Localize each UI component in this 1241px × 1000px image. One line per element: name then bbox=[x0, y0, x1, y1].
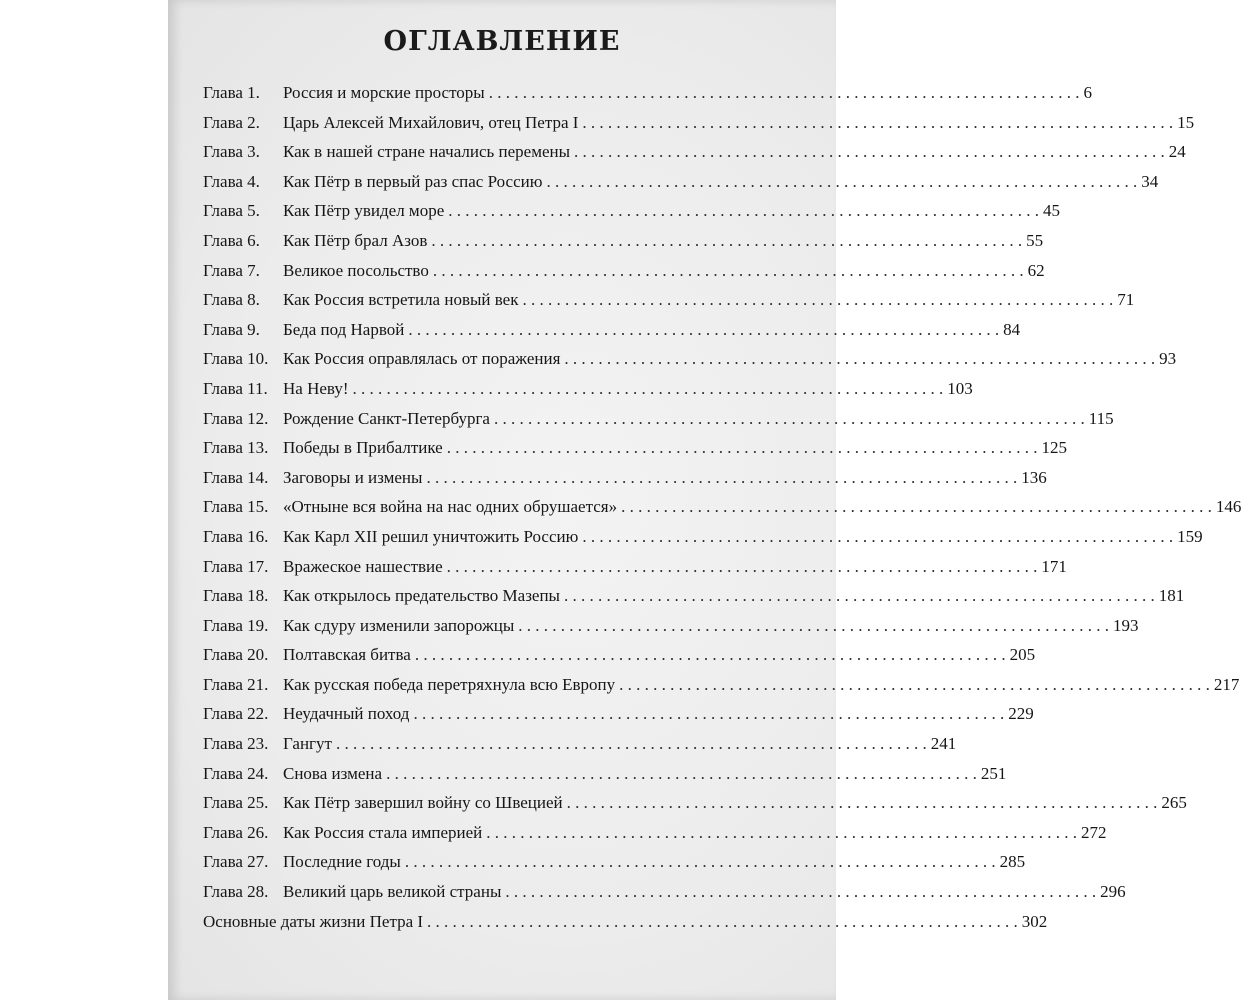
chapter-title: Вражеское нашествие bbox=[283, 556, 443, 576]
toc-entry bbox=[203, 467, 1047, 498]
chapter-title: Неудачный поход bbox=[283, 704, 410, 724]
page-number: 272 bbox=[1081, 822, 1107, 842]
dot-leader bbox=[409, 704, 1008, 724]
chapter-number: Глава 26. bbox=[203, 822, 269, 842]
dot-leader bbox=[617, 497, 1216, 517]
toc-entry bbox=[203, 112, 1195, 143]
page-number: 84 bbox=[1003, 319, 1021, 339]
toc-entry bbox=[203, 586, 1185, 616]
toc-entry bbox=[203, 763, 1007, 794]
page-number: 103 bbox=[947, 378, 973, 398]
toc-entry bbox=[203, 882, 1126, 912]
toc-entry bbox=[203, 378, 973, 409]
chapter-number: Глава 27. bbox=[203, 852, 269, 872]
chapter-title: Великий царь великой страны bbox=[283, 882, 502, 902]
page-number: 15 bbox=[1177, 112, 1195, 132]
chapter-number: Глава 4. bbox=[203, 171, 260, 191]
dot-leader bbox=[578, 527, 1177, 547]
chapter-number: Глава 24. bbox=[203, 763, 269, 783]
chapter-number: Глава 5. bbox=[203, 201, 260, 221]
chapter-number: Глава 22. bbox=[203, 704, 269, 724]
dot-leader bbox=[482, 823, 1081, 843]
chapter-title: Рождение Санкт-Петербурга bbox=[283, 408, 490, 428]
dot-leader bbox=[563, 793, 1162, 813]
toc-entry bbox=[203, 526, 1203, 557]
toc-entry bbox=[203, 734, 957, 764]
toc-appendix-entry bbox=[203, 911, 1048, 942]
toc-entry bbox=[203, 793, 1187, 823]
chapter-number: Глава 9. bbox=[203, 319, 260, 339]
page-number: 302 bbox=[1021, 911, 1048, 931]
page-number: 115 bbox=[1088, 408, 1114, 428]
toc-entry bbox=[203, 171, 1159, 202]
toc-entry bbox=[203, 438, 1067, 468]
chapter-title: Победы в Прибалтике bbox=[283, 438, 443, 458]
chapter-number: Глава 28. bbox=[203, 882, 269, 902]
chapter-title: Как Пётр завершил войну со Швецией bbox=[283, 793, 563, 813]
toc-entry bbox=[203, 83, 1092, 113]
chapter-number: Глава 19. bbox=[203, 615, 269, 635]
chapter-title: Как русская победа перетряхнула всю Европу bbox=[283, 674, 616, 694]
dot-leader bbox=[615, 675, 1214, 695]
chapter-number: Глава 18. bbox=[203, 586, 269, 606]
dot-leader bbox=[427, 231, 1026, 251]
dot-leader bbox=[514, 616, 1113, 636]
chapter-number: Глава 25. bbox=[203, 793, 269, 813]
dot-leader bbox=[570, 142, 1169, 162]
dot-leader bbox=[401, 852, 1000, 872]
page-number: 136 bbox=[1021, 467, 1047, 487]
page-number: 93 bbox=[1159, 349, 1177, 369]
chapter-number: Глава 23. bbox=[203, 734, 269, 754]
page-number: 146 bbox=[1215, 497, 1241, 517]
chapter-title: На Неву! bbox=[283, 378, 349, 398]
chapter-title: Как открылось предательство Мазепы bbox=[283, 586, 560, 606]
page-number: 71 bbox=[1117, 290, 1135, 310]
chapter-title: Беда под Нарвой bbox=[283, 319, 405, 339]
toc-entry bbox=[203, 497, 1241, 527]
dot-leader bbox=[542, 172, 1141, 192]
chapter-title: Как сдуру изменили запорожцы bbox=[283, 615, 515, 635]
page-title: ОГЛАВЛЕНИЕ bbox=[383, 26, 621, 57]
dot-leader bbox=[411, 645, 1010, 665]
chapter-number: Глава 2. bbox=[203, 112, 260, 132]
chapter-title: Снова измена bbox=[283, 763, 383, 783]
chapter-number: Глава 10. bbox=[203, 349, 269, 369]
chapter-title: Гангут bbox=[283, 734, 332, 754]
toc-entry bbox=[203, 615, 1139, 646]
dot-leader bbox=[501, 882, 1100, 902]
dot-leader bbox=[404, 320, 1003, 340]
toc-entry bbox=[203, 822, 1107, 853]
chapter-title: Как Россия встретила новый век bbox=[283, 290, 519, 310]
chapter-title: Как Карл XII решил уничтожить Россию bbox=[283, 526, 579, 546]
chapter-number: Глава 7. bbox=[203, 260, 260, 280]
page-number: 24 bbox=[1168, 142, 1186, 162]
toc-entry bbox=[203, 704, 1034, 734]
chapter-title: Как Россия стала империей bbox=[283, 822, 483, 842]
page-number: 62 bbox=[1027, 260, 1045, 280]
chapter-number: Глава 20. bbox=[203, 645, 269, 665]
toc-entry bbox=[203, 290, 1135, 320]
dot-leader bbox=[443, 557, 1042, 577]
chapter-title: Россия и морские просторы bbox=[283, 83, 485, 102]
chapter-title: Как в нашей стране начались перемены bbox=[283, 142, 571, 162]
toc-entry bbox=[203, 674, 1240, 705]
chapter-number: Глава 17. bbox=[203, 556, 269, 576]
chapter-number: Глава 1. bbox=[203, 83, 260, 102]
dot-leader bbox=[382, 764, 981, 784]
chapter-number: Глава 6. bbox=[203, 230, 260, 250]
chapter-title: Как Пётр в первый раз спас Россию bbox=[283, 171, 543, 191]
page-number: 45 bbox=[1042, 201, 1060, 221]
page-number: 6 bbox=[1083, 83, 1092, 102]
dot-leader bbox=[578, 113, 1177, 133]
chapter-number: Глава 21. bbox=[203, 674, 269, 694]
page-number: 265 bbox=[1161, 793, 1187, 813]
chapter-title: Царь Алексей Михайлович, отец Петра I bbox=[283, 112, 579, 132]
toc-entry bbox=[203, 349, 1177, 379]
chapter-number: Глава 3. bbox=[203, 142, 260, 162]
chapter-number: Глава 16. bbox=[203, 526, 269, 546]
chapter-title: Великое посольство bbox=[283, 260, 429, 280]
page-number: 171 bbox=[1041, 556, 1067, 576]
dot-leader bbox=[444, 201, 1043, 221]
page-number: 296 bbox=[1100, 882, 1126, 902]
chapter-number: Глава 11. bbox=[203, 378, 268, 398]
chapter-title: Полтавская битва bbox=[283, 645, 411, 665]
dot-leader bbox=[429, 261, 1028, 281]
chapter-title: Последние годы bbox=[283, 852, 401, 872]
dot-leader bbox=[560, 349, 1159, 369]
dot-leader bbox=[332, 734, 931, 754]
page-number: 205 bbox=[1009, 645, 1036, 665]
page-number: 251 bbox=[980, 763, 1007, 783]
chapter-number: Глава 13. bbox=[203, 438, 269, 458]
page-number: 125 bbox=[1041, 438, 1067, 458]
table-of-contents bbox=[203, 83, 1241, 941]
chapter-title: Как Пётр брал Азов bbox=[283, 230, 428, 250]
page-number: 193 bbox=[1113, 615, 1139, 635]
toc-entry bbox=[203, 201, 1060, 231]
dot-leader bbox=[560, 586, 1159, 606]
dot-leader bbox=[485, 83, 1084, 103]
page-number: 159 bbox=[1177, 526, 1203, 546]
toc-entry bbox=[203, 319, 1021, 350]
toc-entry bbox=[203, 852, 1026, 882]
toc-entry bbox=[203, 230, 1044, 261]
toc-entry bbox=[203, 260, 1045, 291]
toc-entry bbox=[203, 408, 1114, 439]
appendix-title: Основные даты жизни Петра I bbox=[203, 911, 424, 931]
dot-leader bbox=[490, 409, 1089, 429]
page-number: 229 bbox=[1008, 704, 1034, 724]
chapter-number: Глава 12. bbox=[203, 408, 269, 428]
chapter-number: Глава 15. bbox=[203, 497, 269, 517]
chapter-title: «Отныне вся война на нас одних обрушается» bbox=[283, 497, 618, 517]
chapter-title: Заговоры и измены bbox=[283, 467, 423, 487]
toc-entry bbox=[203, 645, 1036, 675]
chapter-number: Глава 8. bbox=[203, 290, 260, 310]
dot-leader bbox=[518, 290, 1117, 310]
page-number: 181 bbox=[1158, 586, 1185, 606]
dot-leader bbox=[349, 379, 948, 399]
chapter-title: Как Россия оправлялась от поражения bbox=[283, 349, 561, 369]
toc-entry bbox=[203, 556, 1067, 587]
dot-leader bbox=[422, 468, 1021, 488]
page-number: 217 bbox=[1213, 674, 1240, 694]
page-number: 55 bbox=[1026, 230, 1044, 250]
page-number: 241 bbox=[930, 734, 957, 754]
page-number: 285 bbox=[999, 852, 1026, 872]
dot-leader bbox=[423, 912, 1022, 932]
page-number: 34 bbox=[1141, 171, 1159, 191]
chapter-title: Как Пётр увидел море bbox=[283, 201, 445, 221]
dot-leader bbox=[443, 438, 1042, 458]
toc-entry bbox=[203, 142, 1186, 172]
chapter-number: Глава 14. bbox=[203, 467, 269, 487]
